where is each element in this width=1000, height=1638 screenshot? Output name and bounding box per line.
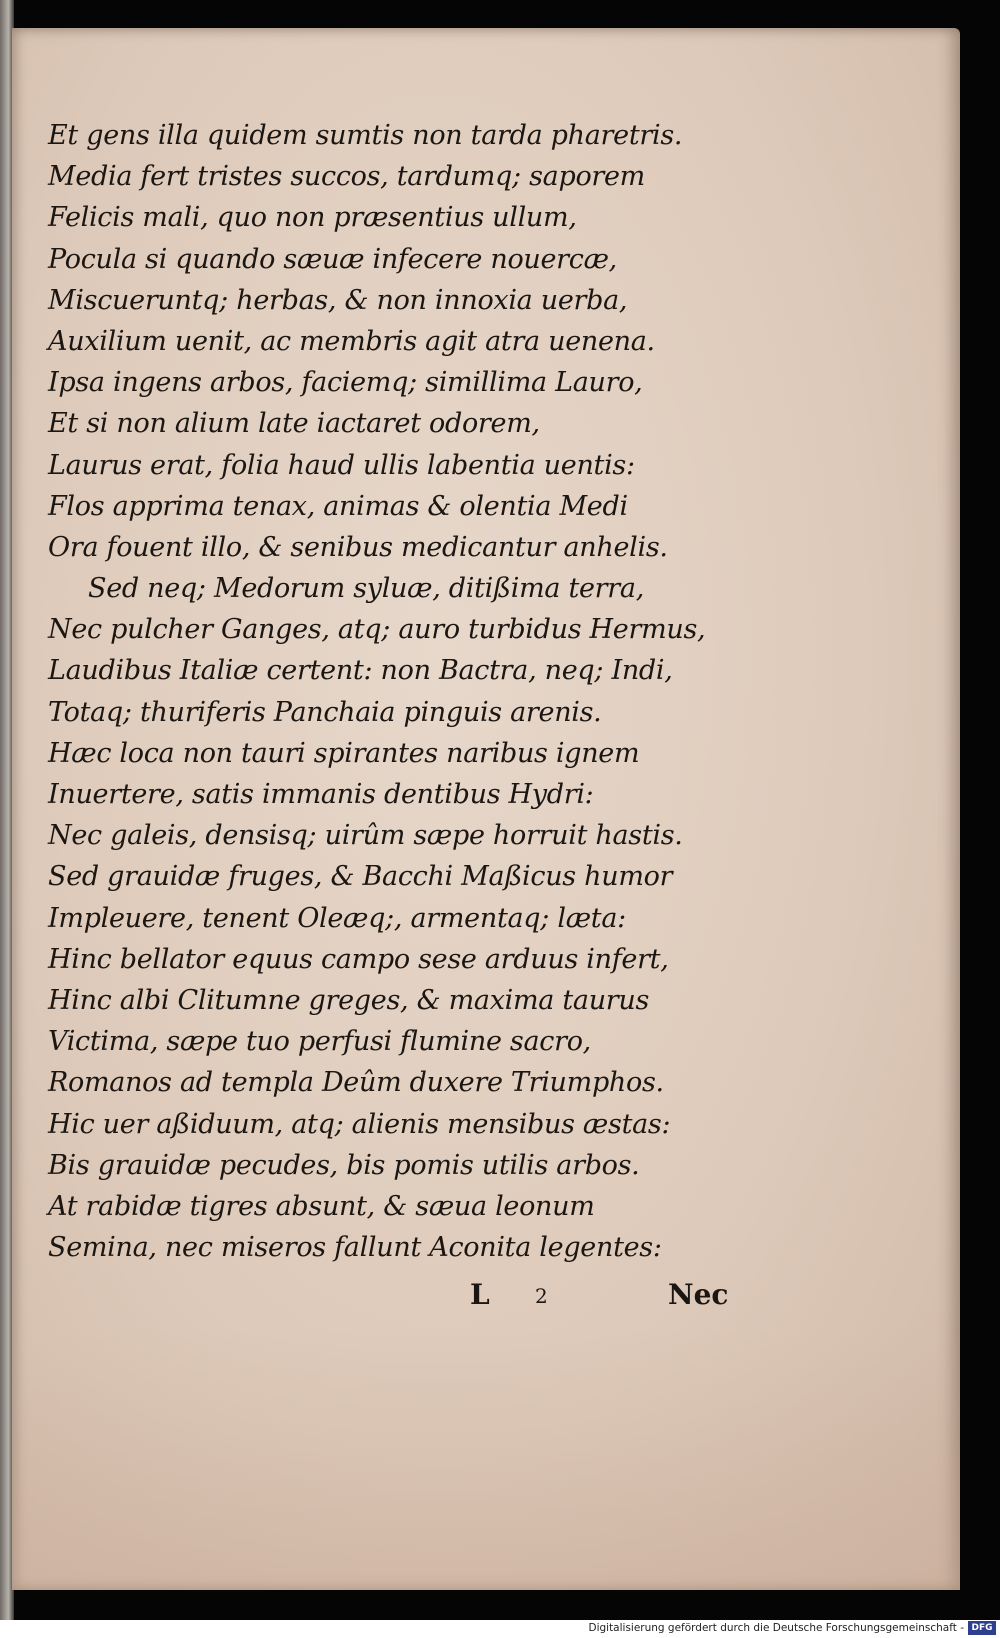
verse-line: Inuertere, satis immanis dentibus Hydri: — [48, 779, 594, 810]
verse-line: Et gens illa quidem sumtis non tarda pharetris. — [48, 120, 683, 151]
verse-line: Pocula si quando sæuæ infecere nouercæ, — [48, 243, 617, 275]
verse-line: Nec galeis, densisq; uirûm sæpe horruit hastis. — [48, 820, 683, 852]
verse-line: Auxilium uenit, ac membris agit atra uenena. — [48, 325, 655, 357]
verse-block — [48, 115, 728, 1268]
verse-line: Totaq; thuriferis Panchaia pinguis arenis. — [48, 696, 602, 728]
verse-line: Ora fouent illo, & senibus medicantur anhelis. — [48, 531, 668, 563]
verse-line: Flos apprima tenax, animas & olentia Medi — [48, 490, 628, 522]
verse-line: Laurus erat, folia haud ullis labentia uentis: — [48, 449, 635, 481]
verse-line: Romanos ad templa Deûm duxere Triumphos. — [48, 1067, 664, 1099]
page-stain — [12, 1328, 960, 1590]
verse-line: Laudibus Italiæ certent: non Bactra, neq; Indi, — [48, 655, 673, 687]
verse-line: Sed grauidæ fruges, & Bacchi Maßicus humor — [48, 861, 673, 893]
signature-mark: L — [470, 1278, 490, 1311]
verse-line: Semina, nec miseros fallunt Aconita legentes: — [48, 1232, 662, 1264]
verse-line-indented: Sed neq; Medorum syluæ, ditißima terra, — [88, 573, 644, 605]
verse-line: Felicis mali, quo non præsentius ullum, — [48, 202, 577, 234]
verse-line: Media fert tristes succos, tardumq; saporem — [48, 161, 645, 193]
verse-line: Bis grauidæ pecudes, bis pomis utilis arbos. — [48, 1149, 640, 1181]
verse-line: Hinc albi Clitumne greges, & maxima taurus — [48, 984, 650, 1016]
verse-line: Victima, sæpe tuo perfusi flumine sacro, — [48, 1026, 591, 1058]
signature-number: 2 — [535, 1284, 548, 1308]
verse-line: Impleuere, tenent Oleæq;, armentaq; læta: — [48, 902, 626, 934]
footer-credit: Digitalisierung gefördert durch die Deutsche Forschungsgemeinschaft - — [588, 1622, 964, 1634]
verse-line: Ipsa ingens arbos, faciemq; simillima Lauro, — [48, 367, 643, 399]
verse-line: Nec pulcher Ganges, atq; auro turbidus Hermus, — [48, 614, 706, 646]
verse-line: Miscueruntq; herbas, & non innoxia uerba, — [48, 284, 628, 316]
verse-line: Hic uer aßiduum, atq; alienis mensibus æstas: — [48, 1108, 671, 1140]
verse-line: At rabidæ tigres absunt, & sæua leonum — [48, 1190, 595, 1222]
verse-line: Hæc loca non tauri spirantes naribus ignem — [48, 737, 640, 769]
verse-line: Et si non alium late iactaret odorem, — [48, 408, 540, 440]
dfg-logo: DFG — [968, 1621, 996, 1635]
catchword: Nec — [668, 1278, 729, 1311]
verse-line: Hinc bellator equus campo sese arduus infert, — [48, 943, 669, 975]
